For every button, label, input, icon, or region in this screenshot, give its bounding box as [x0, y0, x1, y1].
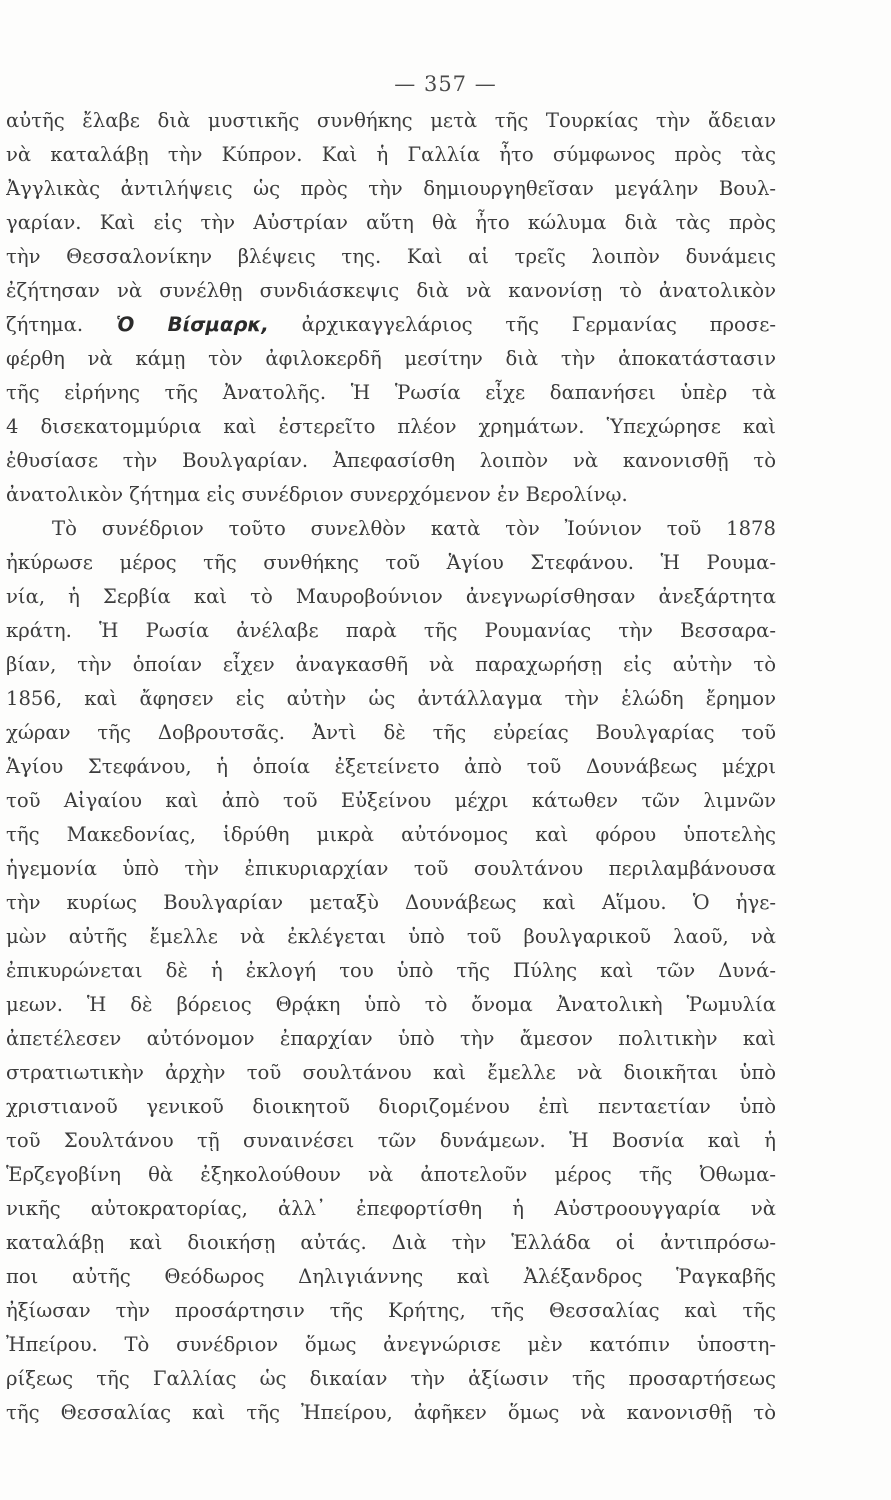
text-line: χώραν τῆς Δοβρουτσᾶς. Ἀντὶ δὲ τῆς εὐρείας Βουλγαρίας τοῦ — [6, 721, 776, 744]
text-line: τῆς εἰρήνης τῆς Ἀνατολῆς. Ἡ Ῥωσία εἶχε δαπανήσει ὑπὲρ τὰ — [6, 381, 776, 404]
text-line: νικῆς αὐτοκρατορίας, ἀλλ᾿ ἐπεφορτίσθη ἡ Αὐστροουγγαρία νὰ — [6, 1197, 776, 1220]
text-line: αὐτῆς ἔλαβε διὰ μυστικῆς συνθήκης μετὰ τῆς Τουρκίας τὴν ἄδειαν — [6, 109, 776, 132]
text-line: τοῦ Σουλτάνου τῇ συναινέσει τῶν δυνάμεων. Ἡ Βοσνία καὶ ἡ — [6, 1129, 776, 1152]
text-line: βίαν, τὴν ὁποίαν εἶχεν ἀναγκασθῆ νὰ παραχωρήσῃ εἰς αὐτὴν τὸ — [6, 653, 776, 676]
text-line: Ἀγγλικὰς ἀντιλήψεις ὡς πρὸς τὴν δημιουργηθεῖσαν μεγάλην Βουλ- — [6, 177, 776, 200]
paragraph-start-line: Τὸ συνέδριον τοῦτο συνελθὸν κατὰ τὸν Ἰούνιον τοῦ 1878 — [52, 517, 776, 540]
text-line: γαρίαν. Καὶ εἰς τὴν Αὐστρίαν αὕτη θὰ ἦτο κώλυμα διὰ τὰς πρὸς — [6, 211, 776, 234]
text-segment: ἀρχικαγγελάριος τῆς Γερμανίας προσε- — [301, 313, 776, 336]
text-line: ἠξίωσαν τὴν προσάρτησιν τῆς Κρήτης, τῆς Θεσσαλίας καὶ τῆς — [6, 1299, 776, 1322]
text-line: νία, ἡ Σερβία καὶ τὸ Μαυροβούνιον ἀνεγνωρίσθησαν ἀνεξάρτητα — [6, 585, 776, 608]
text-line: τοῦ Αἰγαίου καὶ ἀπὸ τοῦ Εὐξείνου μέχρι κάτωθεν τῶν λιμνῶν — [6, 789, 776, 812]
text-line: στρατιωτικὴν ἀρχὴν τοῦ σουλτάνου καὶ ἔμελλε νὰ διοικῆται ὑπὸ — [6, 1061, 776, 1084]
text-line: ἀπετέλεσεν αὐτόνομον ἐπαρχίαν ὑπὸ τὴν ἄμεσον πολιτικὴν καὶ — [6, 1027, 776, 1050]
text-line: Ἑρζεγοβίνη θὰ ἐξηκολούθουν νὰ ἀποτελοῦν μέρος τῆς Ὀθωμα- — [6, 1163, 776, 1186]
text-line: ἡγεμονία ὑπὸ τὴν ἐπικυριαρχίαν τοῦ σουλτάνου περιλαμβάνουσα — [6, 857, 776, 880]
text-line: μὼν αὐτῆς ἔμελλε νὰ ἐκλέγεται ὑπὸ τοῦ βουλγαρικοῦ λαοῦ, νὰ — [6, 925, 776, 948]
text-line: 4 δισεκατομμύρια καὶ ἐστερεῖτο πλέον χρημάτων. Ὑπεχώρησε καὶ — [6, 415, 776, 438]
text-line: τῆς Θεσσαλίας καὶ τῆς Ἠπείρου, ἀφῆκεν ὅμως νὰ κανονισθῇ τὸ — [6, 1401, 776, 1424]
text-line-with-name — [6, 308, 776, 342]
text-line: 1856, καὶ ἄφησεν εἰς αὐτὴν ὡς ἀντάλλαγμα τὴν ἑλώδη ἔρημον — [6, 687, 776, 710]
text-line: νὰ καταλάβῃ τὴν Κύπρον. Καὶ ἡ Γαλλία ἦτο σύμφωνος πρὸς τὰς — [6, 143, 776, 166]
text-segment: ζήτημα. — [6, 313, 84, 336]
text-line: χριστιανοῦ γενικοῦ διοικητοῦ διοριζομένου ἐπὶ πενταετίαν ὑπὸ — [6, 1095, 776, 1118]
text-line: ἠκύρωσε μέρος τῆς συνθήκης τοῦ Ἁγίου Στεφάνου. Ἡ Ρουμα- — [6, 551, 776, 574]
text-line: τὴν κυρίως Βουλγαρίαν μεταξὺ Δουνάβεως καὶ Αἵμου. Ὁ ἡγε- — [6, 891, 776, 914]
text-line: μεων. Ἡ δὲ βόρειος Θρᾴκη ὑπὸ τὸ ὄνομα Ἀνατολικὴ Ῥωμυλία — [6, 993, 776, 1016]
text-line: τὴν Θεσσαλονίκην βλέψεις της. Καὶ αἱ τρεῖς λοιπὸν δυνάμεις — [6, 245, 776, 268]
text-line: Ἠπείρου. Τὸ συνέδριον ὅμως ἀνεγνώρισε μὲν κατόπιν ὑποστη- — [6, 1333, 776, 1356]
text-line: ἐπικυρώνεται δὲ ἡ ἐκλογή του ὑπὸ τῆς Πύλης καὶ τῶν Δυνά- — [6, 959, 776, 982]
text-line: Ἁγίου Στεφάνου, ἡ ὁποία ἐξετείνετο ἀπὸ τοῦ Δουνάβεως μέχρι — [6, 755, 776, 778]
text-line: καταλάβῃ καὶ διοικήσῃ αὐτάς. Διὰ τὴν Ἑλλάδα οἱ ἀντιπρόσω- — [6, 1231, 776, 1254]
text-line: τῆς Μακεδονίας, ἱδρύθη μικρὰ αὐτόνομος καὶ φόρου ὑποτελὴς — [6, 823, 776, 846]
text-line: ἐζήτησαν νὰ συνέλθῃ συνδιάσκεψις διὰ νὰ κανονίσῃ τὸ ἀνατολικὸν — [6, 279, 776, 302]
page-number: — 357 — — [394, 72, 497, 96]
text-line: ρίξεως τῆς Γαλλίας ὡς δικαίαν τὴν ἀξίωσιν τῆς προσαρτήσεως — [6, 1367, 776, 1390]
bismarck-name: Ὁ Βίσμαρκ, — [115, 313, 269, 336]
text-line: κράτη. Ἡ Ρωσία ἀνέλαβε παρὰ τῆς Ρουμανίας τὴν Βεσσαρα- — [6, 619, 776, 642]
text-line: φέρθη νὰ κάμῃ τὸν ἀφιλοκερδῆ μεσίτην διὰ τὴν ἀποκατάστασιν — [6, 347, 776, 370]
text-line: ποι αὐτῆς Θεόδωρος Δηλιγιάννης καὶ Ἀλέξανδρος Ῥαγκαβῆς — [6, 1265, 776, 1288]
text-line: ἀνατολικὸν ζήτημα εἰς συνέδριον συνερχόμενον ἐν Βερολίνῳ. — [6, 483, 628, 506]
text-line: ἐθυσίασε τὴν Βουλγαρίαν. Ἀπεφασίσθη λοιπὸν νὰ κανονισθῇ τὸ — [6, 449, 776, 472]
